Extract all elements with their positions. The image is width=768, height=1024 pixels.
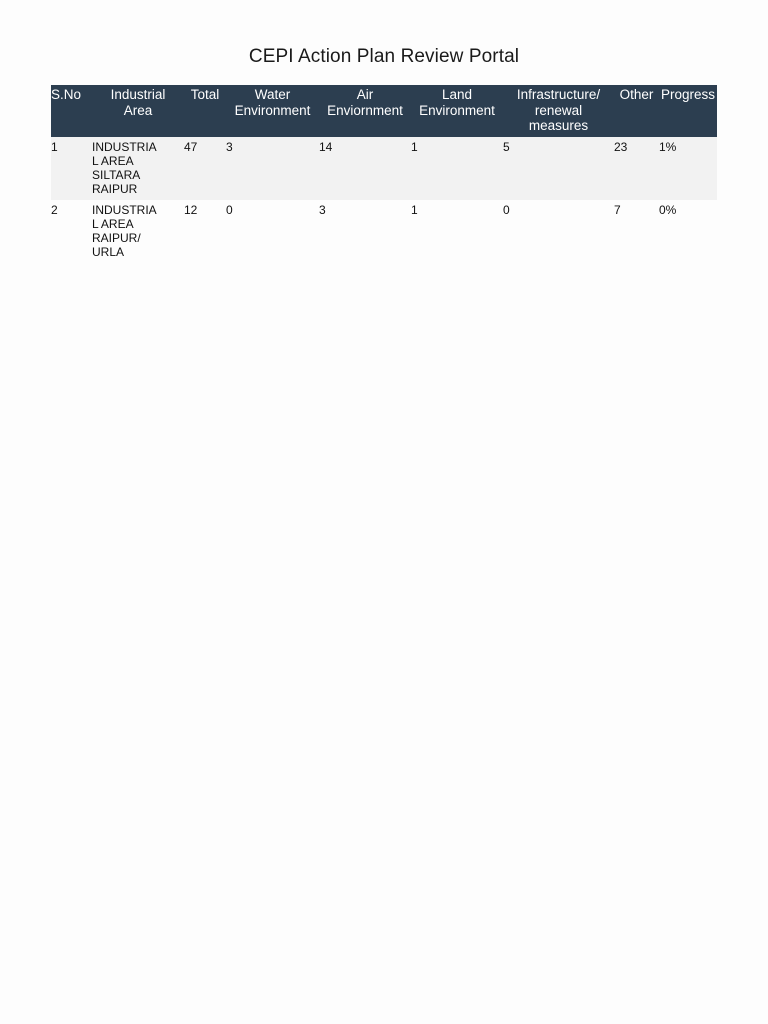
header-industrial-area-label: Industrial Area [110, 87, 166, 118]
cell-other: 23 [614, 139, 628, 154]
header-sno: S.No [51, 87, 82, 102]
cell-industrial-area [92, 137, 184, 200]
review-table [51, 85, 717, 263]
cell-sno: 1 [51, 139, 58, 154]
table-header [51, 85, 717, 137]
cell-sno: 2 [51, 202, 58, 217]
cell-industrial-area-text: INDUSTRIAL AREA SILTARA RAIPUR [92, 139, 157, 196]
cell-total: 47 [184, 139, 198, 154]
cell-industrial-area [92, 200, 184, 263]
header-row [51, 85, 717, 137]
cell-land-environment: 1 [411, 202, 418, 217]
cell-air-environment: 14 [319, 139, 333, 154]
header-land-environment [411, 85, 503, 137]
cell-industrial-area-text: INDUSTRIAL AREA RAIPUR/ URLA [92, 202, 157, 259]
table-body [51, 137, 717, 263]
cell-land-environment: 1 [411, 139, 418, 154]
header-total: Total [190, 87, 220, 102]
cell-infrastructure: 0 [503, 202, 510, 217]
header-water-environment-label: Water Environment [234, 87, 311, 118]
cell-air-environment: 3 [319, 202, 326, 217]
cell-water-environment: 3 [226, 139, 233, 154]
header-land-environment-label: Land Environment [419, 87, 495, 118]
cell-progress: 0% [659, 202, 677, 217]
cell-water-environment: 0 [226, 202, 233, 217]
cell-infrastructure: 5 [503, 139, 510, 154]
header-other: Other [619, 87, 654, 102]
table-row [51, 200, 717, 263]
review-table-container [51, 85, 717, 263]
cell-progress: 1% [659, 139, 677, 154]
cell-other: 7 [614, 202, 621, 217]
header-infrastructure [503, 85, 614, 137]
header-industrial-area [92, 85, 184, 137]
header-water-environment [226, 85, 319, 137]
page-title: CEPI Action Plan Review Portal [248, 46, 520, 67]
header-progress: Progress [660, 87, 716, 102]
header-infrastructure-label: Infrastructure/ renewal measures [516, 87, 601, 133]
table-row [51, 137, 717, 200]
header-air-environment [319, 85, 411, 137]
cell-total: 12 [184, 202, 198, 217]
header-air-environment-label: Air Enviornment [327, 87, 403, 118]
